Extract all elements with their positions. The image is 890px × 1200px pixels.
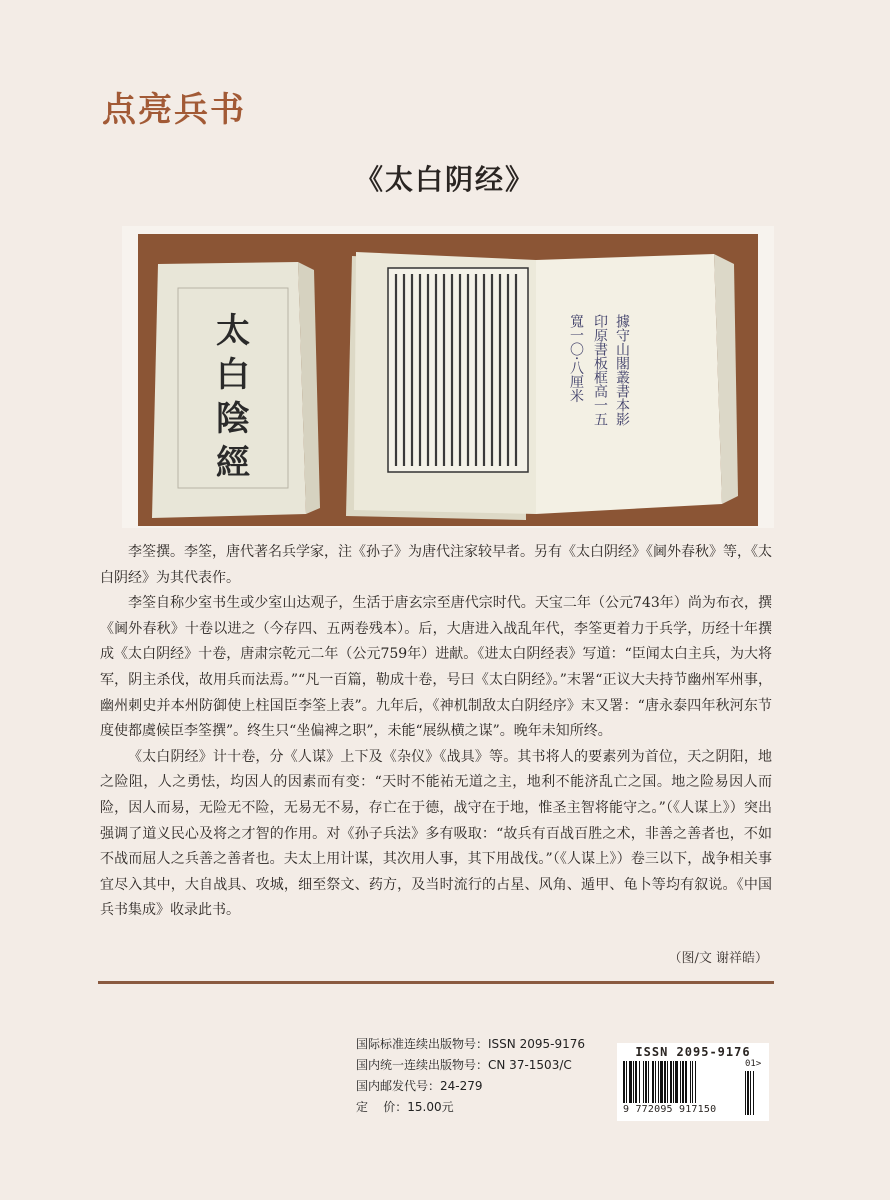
note-line: 印原書板框高一五: [592, 314, 608, 426]
paragraph: 李筌撰。李筌，唐代著名兵学家，注《孙子》为唐代注家较早者。另有《太白阴经》《阃外春秋》等，《太白阴经》为其代表作。: [100, 544, 772, 586]
paragraph: 《太白阴经》计十卷，分《人谋》上下及《杂仪》《战具》等。其书将人的要素列为首位，天之阴阳，地之险阻，人之勇怯，均因人的因素而有变：“天时不能祐无道之主，地利不能济乱亡之国。地之险易因人而险，因人而易，无险无不险，无易无不易，存亡在于德，战守在于地，惟圣主智将能守之。”（《人谋上》）突出强调了道义民心及将之才智的作用。对《孙子兵法》多有吸取：“故兵有百战百胜之术，非善之善者也，不如不战而屈人之兵善之善者也。夫太上用计谋，其次用人事，其下用战伐。”（《人谋上》）卷三以下，战争相关事宜尽入其中，大自战具、攻城，细至祭文、药方，及当时流行的占星、风角、遁甲、龟卜等均有叙说。《中国兵书集成》收录此书。: [100, 748, 772, 919]
pubinfo-label: 国内邮发代号：: [356, 1079, 441, 1093]
barcode: [617, 1043, 769, 1121]
pubinfo-label: 国内统一连续出版物号：: [356, 1058, 489, 1072]
pubinfo-row: [356, 1034, 585, 1055]
cover-char: 白: [216, 355, 250, 395]
barcode-addon: 01>: [745, 1059, 762, 1069]
cover-char: 太: [216, 311, 250, 351]
pubinfo-value: 15.00元: [407, 1100, 454, 1114]
pubinfo-row: [356, 1076, 585, 1097]
pubinfo-label: 国际标准连续出版物号：: [356, 1037, 489, 1051]
book-photo-illustration: [138, 234, 758, 526]
pubinfo-value: CN 37-1503/C: [488, 1058, 572, 1072]
pubinfo-row: [356, 1097, 585, 1118]
book-photo: [122, 226, 774, 528]
pubinfo-value: 24-279: [440, 1079, 483, 1093]
book-title: 《太白阴经》: [354, 163, 535, 196]
publication-info: [356, 1034, 585, 1118]
cover-char: 陰: [216, 399, 250, 439]
barcode-digits: 9 772095 917150: [623, 1104, 717, 1115]
article-body: [100, 540, 772, 924]
credit: （图/文 谢祥皓）: [668, 951, 768, 966]
barcode-issn: ISSN 2095-9176: [635, 1045, 751, 1059]
cover-char: 經: [216, 443, 250, 483]
section-title: 点亮兵书: [102, 90, 246, 130]
pubinfo-row: [356, 1055, 585, 1076]
note-line: 據守山閣叢書本影: [614, 314, 630, 426]
divider: [98, 981, 774, 984]
note-line: 寬一〇·八厘米: [568, 314, 584, 403]
paragraph: 李筌自称少室书生或少室山达观子，生活于唐玄宗至唐代宗时代。天宝二年（公元743年）尚为布衣，撰《阃外春秋》十卷以进之（今存四、五两卷残本）。后，大唐进入战乱年代，李筌更着力于兵学，历经十年撰成《太白阴经》十卷，唐肃宗乾元二年（公元759年）进献。《进太白阴经表》写道：“臣闻太白主兵，为大将军，阴主杀伐，故用兵而法焉。”“凡一百篇，勒成十卷，号曰《太白阴经》。”末署“正议大夫持节幽州军州事，幽州刺史并本州防御使上柱国臣李筌上表”。九年后，《神机制敌太白阴经序》末又署：“唐永泰四年秋河东节度使都虞候臣李筌撰”。终生只“坐偏裨之职”，未能“展纵横之谋”。晚年未知所终。: [100, 595, 772, 740]
pubinfo-value: ISSN 2095-9176: [488, 1037, 585, 1051]
pubinfo-label: 定 价：: [356, 1100, 408, 1114]
